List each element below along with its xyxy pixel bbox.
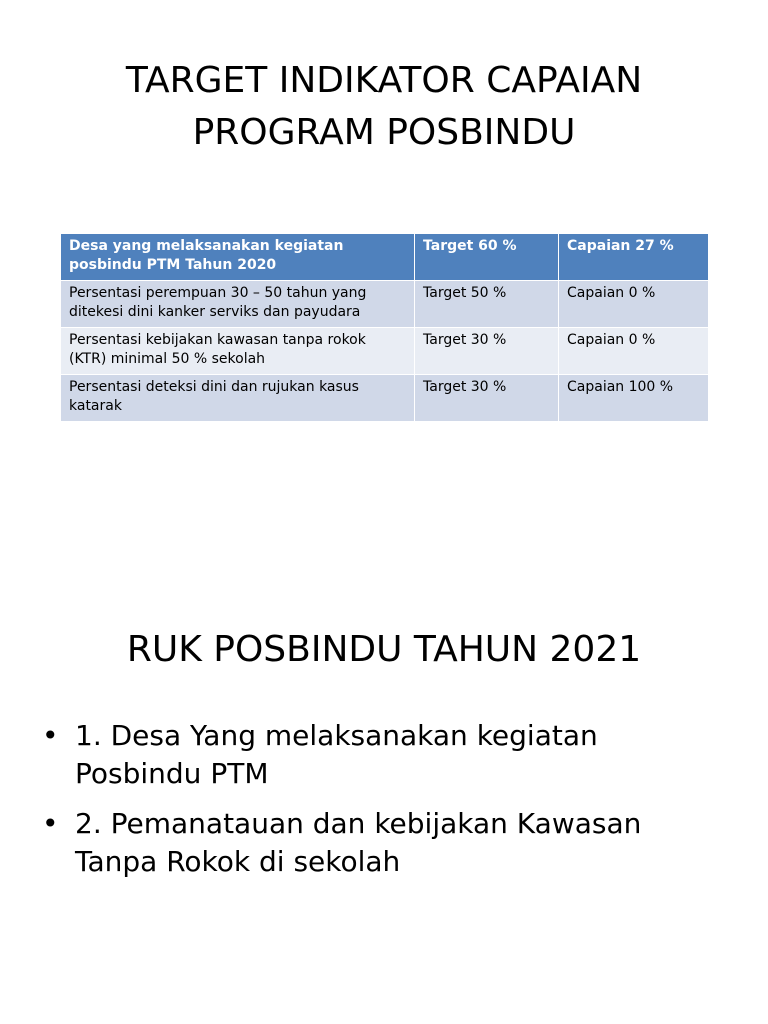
table-row [61, 328, 709, 375]
table-cell-capaian: Capaian 27 % [559, 234, 709, 281]
table-cell-indikator: Persentasi kebijakan kawasan tanpa rokok (KTR) minimal 50 % sekolah [61, 328, 415, 375]
table-cell-capaian: Capaian 0 % [559, 328, 709, 375]
table-cell-indikator: Persentasi perempuan 30 – 50 tahun yang ditekesi dini kanker serviks dan payudara [61, 281, 415, 328]
table-row [61, 281, 709, 328]
list-item [40, 805, 730, 881]
table-header-row [61, 234, 709, 281]
table-cell-target: Target 60 % [415, 234, 559, 281]
list-item [40, 717, 730, 793]
table-cell-target: Target 30 % [415, 375, 559, 422]
bullet-list [40, 717, 730, 893]
table-cell-indikator: Desa yang melaksanakan kegiatan posbindu PTM Tahun 2020 [61, 234, 415, 281]
table-cell-target: Target 30 % [415, 328, 559, 375]
title-line-2: PROGRAM POSBINDU [192, 112, 576, 153]
table-cell-target: Target 50 % [415, 281, 559, 328]
table-cell-capaian: Capaian 0 % [559, 281, 709, 328]
table-cell-indikator: Persentasi deteksi dini dan rujukan kasus katarak [61, 375, 415, 422]
bullet-icon: • [42, 719, 59, 752]
list-item-text: 2. Pemanatauan dan kebijakan Kawasan Tanpa Rokok di sekolah [75, 807, 642, 878]
slide-ruk-posbindu [0, 512, 768, 1024]
slide-title [40, 55, 728, 159]
bullet-icon: • [42, 807, 59, 840]
list-item-text: 1. Desa Yang melaksanakan kegiatan Posbindu PTM [75, 719, 598, 790]
table-cell-capaian: Capaian 100 % [559, 375, 709, 422]
title-line-1: TARGET INDIKATOR CAPAIAN [125, 60, 643, 101]
indikator-table [60, 233, 709, 422]
slide-title: RUK POSBINDU TAHUN 2021 [126, 629, 642, 670]
table-row [61, 375, 709, 422]
